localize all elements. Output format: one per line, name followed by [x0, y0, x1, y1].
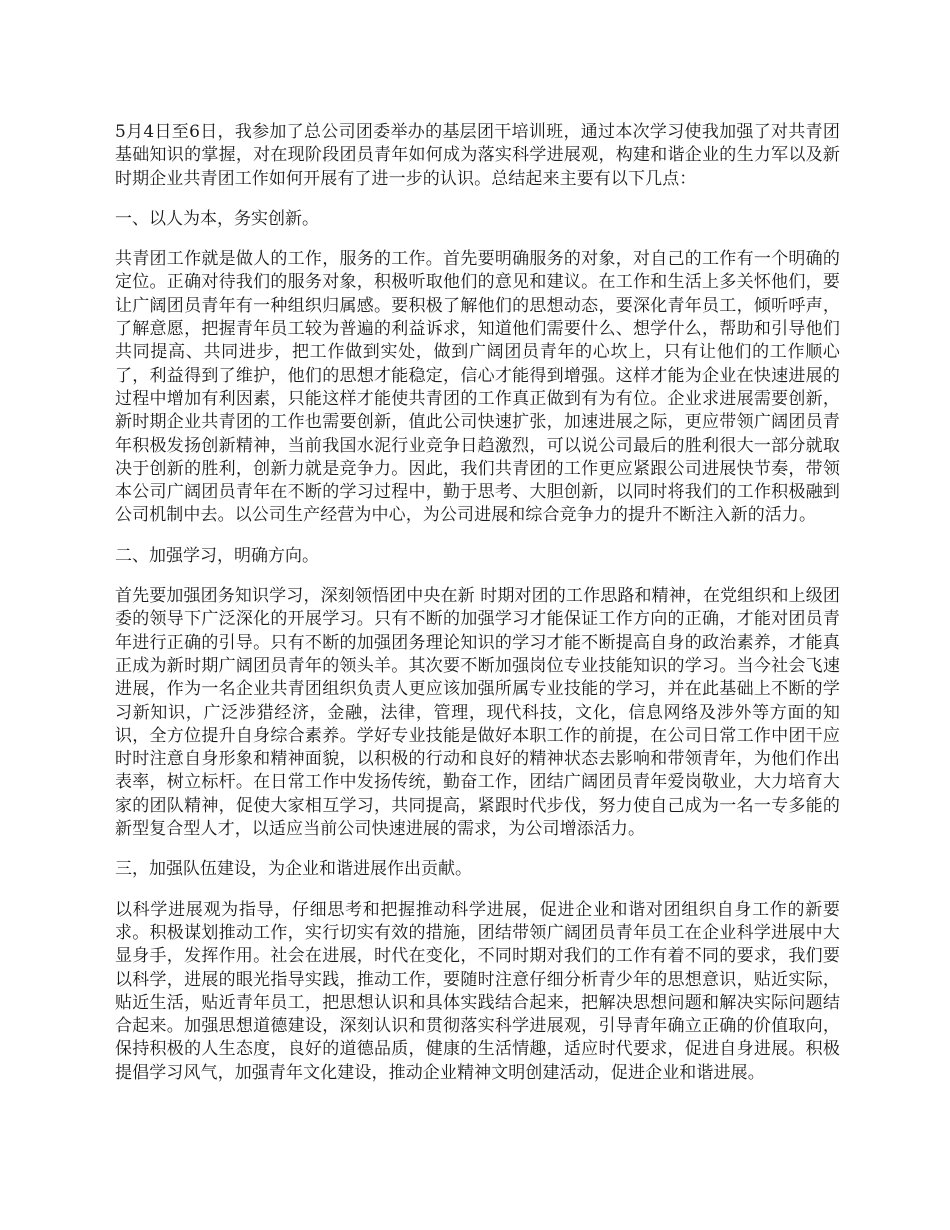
- intro-paragraph: 5月4日至6日，我参加了总公司团委举办的基层团干培训班，通过本次学习使我加强了对共青团基础知识的掌握，对在现阶段团员青年如何成为落实科学进展观，构建和谐企业的生力军以及新时期企业共青团工作如何开展有了进一步的认识。总结起来主要有以下几点：: [115, 122, 840, 189]
- section-2-paragraph: 首先要加强团务知识学习，深刻领悟团中央在新 时期对团的工作思路和精神，在党组织和上级团委的领导下广泛深化的开展学习。只有不断的加强学习才能保证工作方向的正确，才能对团员青年进行正确的引导。只有不断的加强团务理论知识的学习才能不断提高自身的政治素养，才能真正成为新时期广阔团员青年的领头羊。其次要不断加强岗位专业技能知识的学习。当今社会飞速进展，作为一名企业共青团组织负责人更应该加强所属专业技能的学习，并在此基础上不断的学习新知识，广泛涉猎经济，金融，法律，管理，现代科技，文化，信息网络及涉外等方面的知识，全方位提升自身综合素养。学好专业技能是做好本职工作的前提，在公司日常工作中团干应时时注意自身形象和精神面貌，以积极的行动和良好的精神状态去影响和带领青年，为他们作出表率，树立标杆。在日常工作中发扬传统，勤奋工作，团结广阔团员青年爱岗敬业，大力培育大家的团队精神，促使大家相互学习，共同提高，紧跟时代步伐，努力使自己成为一名一专多能的新型复合型人才，以适应当前公司快速进展的需求，为公司增添活力。: [115, 586, 840, 840]
- spacer: [115, 841, 840, 858]
- section-3-heading: 三，加强队伍建设，为企业和谐进展作出贡献。: [115, 859, 472, 880]
- section-1-paragraph: 共青团工作就是做人的工作，服务的工作。首先要明确服务的对象，对自己的工作有一个明确的定位。正确对待我们的服务对象，积极听取他们的意见和建议。在工作和生活上多关怀他们，要让广阔团员青年有一种组织归属感。要积极了解他们的思想动态，要深化青年员工，倾听呼声，了解意愿，把握青年员工较为普遍的利益诉求，知道他们需要什么、想学什么，帮助和引导他们共同提高、共同进步，把工作做到实处，做到广阔团员青年的心坎上，只有让他们的工作顺心了，利益得到了维护，他们的思想才能稳定，信心才能得到增强。这样才能为企业在快速进展的过程中增加有利因素，只能这样才能使共青团的工作真正做到有为有位。企业求进展需要创新，新时期企业共青团的工作也需要创新，值此公司快速扩张，加速进展之际，更应带领广阔团员青年积极发扬创新精神，当前我国水泥行业竞争日趋激烈，可以说公司最后的胜利很大一部分就取决于创新的胜利，创新力就是竞争力。因此，我们共青团的工作更应紧跟公司进展快节奏，带领本公司广阔团员青年在不断的学习过程中，勤于思考、大胆创新，以同时将我们的工作积极融到公司机制中去。以公司生产经营为中心，为公司进展和综合竞争力的提升不断注入新的活力。: [115, 249, 840, 526]
- spacer: [115, 191, 840, 208]
- section-2-heading: 二、加强学习，明确方向。: [115, 545, 319, 566]
- spacer: [115, 568, 840, 585]
- section-3-paragraph: 以科学进展观为指导，仔细思考和把握推动科学进展，促进企业和谐对团组织自身工作的新要求。积极谋划推动工作，实行切实有效的措施，团结带领广阔团员青年员工在企业科学进展中大显身手，发挥作用。社会在进展，时代在变化，不同时期对我们的工作有着不同的要求，我们要以科学，进展的眼光指导实践，推动工作，要随时注意仔细分析青少年的思想意识，贴近实际，贴近生活，贴近青年员工，把思想认识和具体实践结合起来，把解决思想问题和解决实际问题结合起来。加强思想道德建设，深刻认识和贯彻落实科学进展观，引导青年确立正确的价值取向，保持积极的人生态度，良好的道德品质，健康的生活情趣，适应时代要求，促进自身进展。积极提倡学习风气，加强青年文化建设，推动企业精神文明创建活动，促进企业和谐进展。: [115, 899, 840, 1083]
- spacer: [115, 528, 840, 545]
- spacer: [115, 882, 840, 899]
- document-body: [115, 121, 840, 1085]
- spacer: [115, 231, 840, 248]
- section-1-heading: 一、以人为本，务实创新。: [115, 208, 319, 229]
